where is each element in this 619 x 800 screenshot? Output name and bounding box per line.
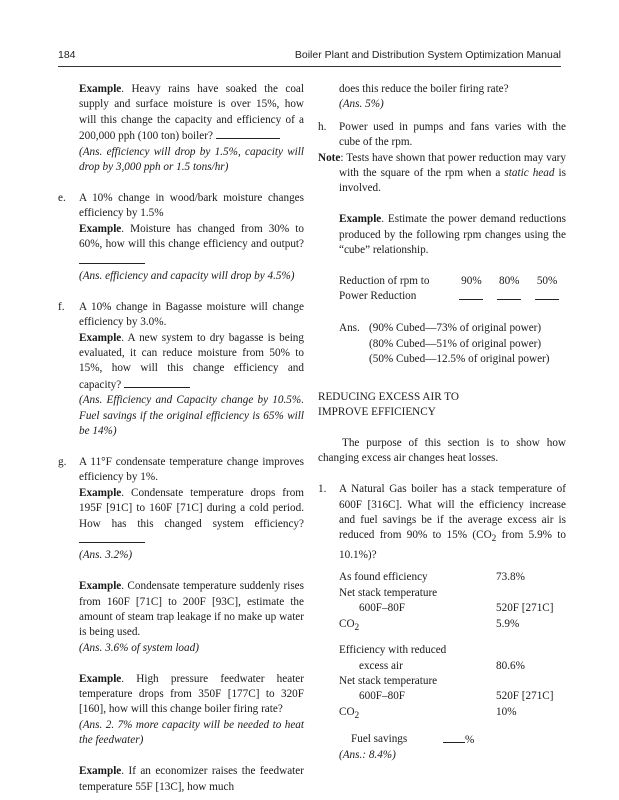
answer-blank	[79, 532, 145, 543]
page-header	[58, 49, 561, 65]
left-column	[58, 82, 304, 795]
efficiency-data: As found efficiency 73.8% Net stack temperature 600F–80F 520F [271C] $CO_2$ 5.9% Efficiency with reduced excess air 80.6% Net stack temperature 600F–80F 520F [271C] $CO_2$ 10% Fuel savings % (Ans.: 8.4%)	[318, 570, 566, 763]
running-title: Boiler Plant and Distribution System Optimization Manual	[294, 49, 561, 61]
answer-blank	[124, 377, 190, 388]
answer-blank	[216, 128, 280, 139]
header-rule	[58, 66, 561, 67]
item-e: e. A 10% change in wood/bark moisture changes efficiency by 1.5% Example. Moisture has changed from 30% to 60%, how will this change efficiency and output? (Ans. efficiency and capacity will drop by 4.5%)	[58, 191, 304, 283]
item-g: g. A 11°F condensate temperature change improves efficiency by 1%. Example. Condensate temperature drops from 195F [91C] to 160F [71C] during a cold period. How has this changed system efficiency? (Ans. 3.2%) Example. Condensate temperature suddenly rises from 160F [71C] to 200F [93C], estimate the amount of steam trap leakage if no make up water is being used. (Ans. 3.6% of system load) Example. High pressure feedwater heater temperature drops from 350F [177C] to 320F [160], how will this change boiler firing rate? (Ans. 2. 7% more capacity will be needed to heat the feedwater) Example. If an economizer raises the feedwater temperature 55F [13C], how much	[58, 455, 304, 793]
item-h: h. Power used in pumps and fans varies with the cube of the rpm.	[318, 120, 566, 149]
answer-blank	[443, 732, 465, 743]
note: Note: Tests have shown that power reduction may vary with the square of the rpm when a static head is involved.	[318, 151, 566, 195]
section-heading: REDUCING EXCESS AIR TO IMPROVE EFFICIENCY	[318, 390, 460, 419]
rpm-answers: Ans. (90% Cubed—73% of original power) (80% Cubed—51% of original power) (50% Cubed—12.5% of original power)	[339, 322, 550, 365]
rpm-row: Reduction of rpm to 90% 80% 50%	[339, 274, 558, 287]
continued-example: does this reduce the boiler firing rate? (Ans. 5%)	[339, 83, 509, 111]
question-1: 1. A Natural Gas boiler has a stack temperature of 600F [316C]. What will the efficiency increase and fuel savings be if the average excess air is reduced from 90% to 15% ($CO_2$ from 5.9% to 10.1%)?	[318, 483, 566, 561]
fuel-savings: Fuel savings %	[351, 732, 475, 746]
page-number: 184	[58, 49, 76, 61]
power-row: Power Reduction	[339, 289, 566, 305]
rpm-table	[318, 274, 566, 306]
item-f: f. A 10% change in Bagasse moisture will change efficiency by 3.0%. Example. A new system to dry bagasse is being evaluated, it can reduce moisture from 50% to 15%, how will this change efficiency and capacity? (Ans. Efficiency and Capacity change by 10.5%. Fuel savings if the original efficiency is 65% will be 14%)	[58, 300, 304, 438]
example-rpm: Example. Estimate the power demand reductions produced by the following rpm changes using the “cube” relationship.	[339, 213, 566, 257]
section-intro: The purpose of this section is to show how changing excess air changes heat losses.	[318, 436, 566, 465]
example-coal-answer: (Ans. efficiency will drop by 1.5%, capacity will drop by 3,000 pph or 1.5 tons/hr)	[79, 145, 304, 174]
example-coal: Example. Heavy rains have soaked the coal supply and surface moisture is over 15%, how will this change the capacity and efficiency of a 200,000 pph (100 ton) boiler?	[79, 83, 304, 143]
right-column	[318, 82, 566, 763]
answer-blank	[79, 253, 145, 264]
